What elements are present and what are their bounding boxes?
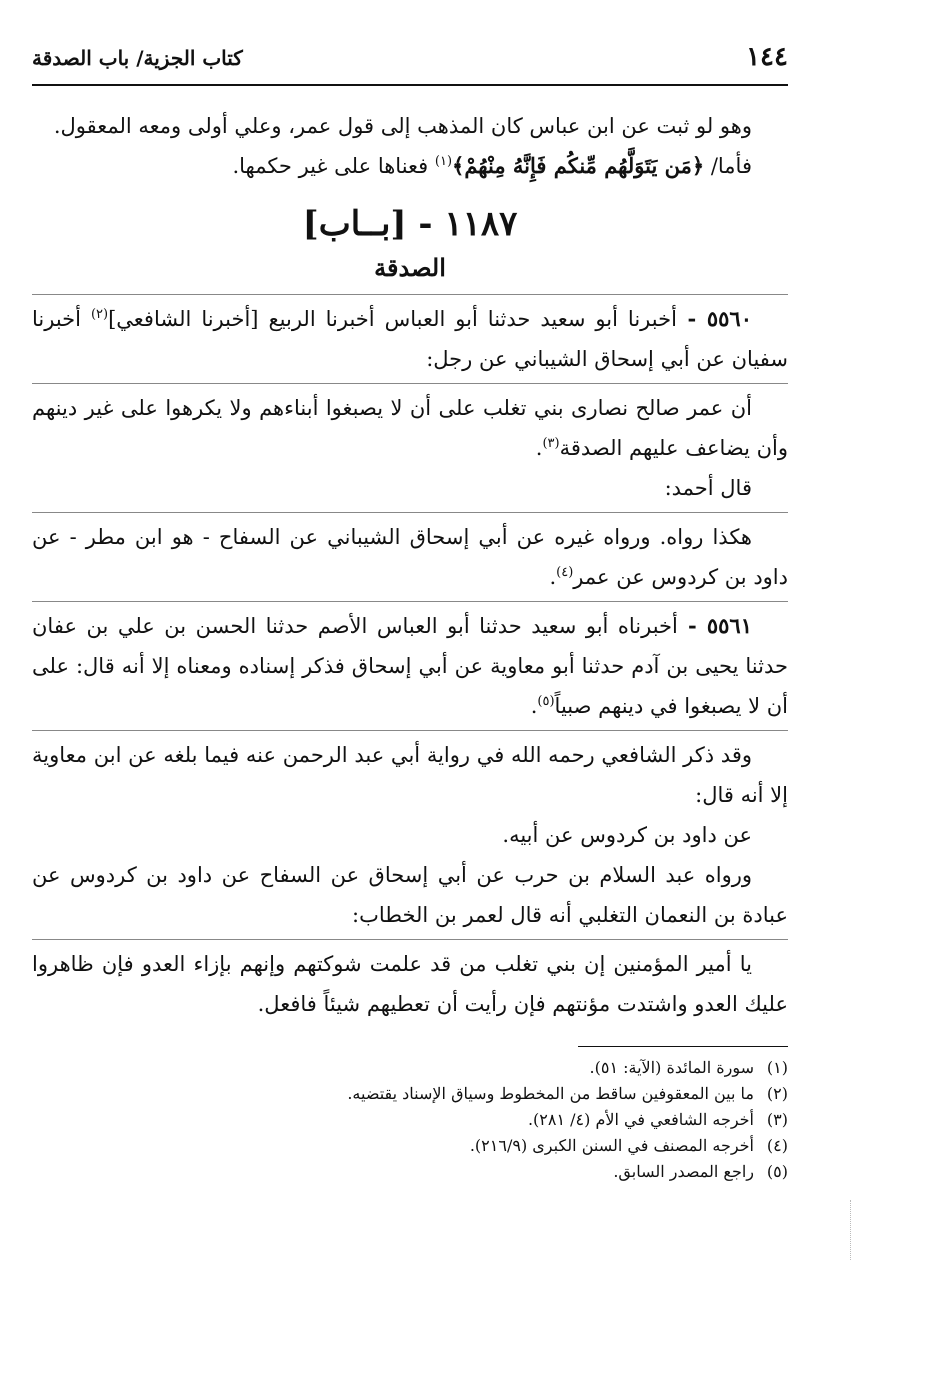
footnote-text: ما بين المعقوفين ساقط من المخطوط وسياق الإسناد يقتضيه. — [347, 1084, 754, 1103]
page-number: ١٤٤ — [746, 42, 788, 72]
quran-prefix: فأما/ — [704, 154, 752, 178]
footnote-text: راجع المصدر السابق. — [613, 1162, 754, 1181]
matn-end: . — [535, 436, 543, 460]
footnotes — [32, 1046, 788, 1185]
divider — [32, 512, 788, 513]
intro-paragraph: وهو لو ثبت عن ابن عباس كان المذهب إلى قول عمر، وعلي أولى ومعه المعقول. — [53, 114, 752, 138]
footnote-text: أخرجه الشافعي في الأم (٤/ ٢٨١). — [527, 1110, 754, 1129]
footnote-text: أخرجه المصنف في السنن الكبرى (٢١٦/٩). — [469, 1136, 754, 1155]
footnote-ref-2: (٢) — [90, 307, 109, 322]
running-title: كتاب الجزية/ باب الصدقة — [32, 46, 243, 70]
footnote-number: (١) — [766, 1058, 788, 1077]
hadith-5560-isnad — [32, 299, 788, 379]
shafii-paragraph: وقد ذكر الشافعي رحمه الله في رواية أبي عبد الرحمن عنه فيما بلغه عن ابن معاوية إلا أنه قال: — [32, 743, 788, 807]
footnote-item — [32, 1159, 788, 1185]
divider — [32, 939, 788, 940]
scan-margin-mark — [850, 1200, 863, 1260]
footnote-item — [32, 1055, 788, 1081]
footnote-ref-5: (٥) — [537, 694, 555, 709]
footnote-text: سورة المائدة (الآية: ٥١). — [589, 1058, 754, 1077]
footnote-number: (٥) — [766, 1162, 788, 1181]
divider — [32, 601, 788, 602]
quran-paragraph — [32, 146, 788, 186]
divider — [32, 294, 788, 295]
footnote-rule — [578, 1046, 788, 1047]
quran-suffix: فعناها على غير حكمها. — [232, 154, 435, 178]
body-text — [32, 106, 788, 1024]
amir-paragraph: يا أمير المؤمنين إن بني تغلب من قد علمت شوكتهم وإنهم بإزاء العدو فإن ظاهروا عليك العدو واشتدت مؤنتهم فإن رأيت أن تعطيهم شيئاً فافعل. — [32, 952, 788, 1016]
divider — [32, 730, 788, 731]
divider — [32, 383, 788, 384]
isnad-text-cont: أخبرنا سفيان عن أبي إسحاق الشيباني عن رجل: — [32, 307, 788, 371]
chapter-title: الصدقة — [374, 253, 446, 282]
hadith-5561 — [32, 606, 788, 726]
quran-verse: ﴿مَن يَتَوَلَّهُم مِّنكُم فَإِنَّهُ مِنْهُمْ﴾ — [452, 153, 705, 178]
hadith-5560-matn — [32, 388, 788, 468]
hakadha-text: هكذا رواه. ورواه غيره عن أبي إسحاق الشيباني عن السفاح - هو ابن مطر - عن داود بن كردوس عن عمر — [32, 525, 788, 589]
page-header — [32, 36, 788, 86]
footnote-ref-1: (١) — [434, 154, 453, 169]
footnote-number: (٤) — [766, 1136, 788, 1155]
hakadha-paragraph — [32, 517, 788, 597]
book-page — [32, 36, 788, 1185]
footnote-number: (٢) — [766, 1084, 788, 1103]
hadith-end: . — [530, 694, 538, 718]
footnote-item — [32, 1133, 788, 1159]
abdussalam-paragraph: ورواه عبد السلام بن حرب عن أبي إسحاق عن السفاح عن داود بن كردوس عن عبادة بن النعمان التغلبي أنه قال لعمر بن الخطاب: — [32, 863, 788, 927]
isnad-text: أخبرنا أبو سعيد حدثنا أبو العباس أخبرنا الربيع [أخبرنا الشافعي] — [108, 307, 677, 331]
matn-text: أن عمر صالح نصارى بني تغلب على أن لا يصبغوا أبناءهم ولا يكرهوا على غير دينهم وأن يضاعف عليهم الصدقة — [32, 396, 788, 460]
chapter-number: ١١٨٧ - [بــاب] — [302, 204, 518, 244]
hakadha-end: . — [549, 565, 557, 589]
footnote-number: (٣) — [766, 1110, 788, 1129]
hadith-text: أخبرناه أبو سعيد حدثنا أبو العباس الأصم حدثنا الحسن بن علي بن عفان حدثنا يحيى بن آدم حدثنا أبو معاوية عن أبي إسحاق فذكر إسناده ومعناه إلا أنه قال: على أن لا يصبغوا في دينهم صبياً — [32, 614, 788, 718]
dawud-paragraph: عن داود بن كردوس عن أبيه. — [502, 823, 752, 847]
footnote-item — [32, 1081, 788, 1107]
footnote-item — [32, 1107, 788, 1133]
footnote-list — [32, 1055, 788, 1185]
hadith-number: ٥٥٦٠ - — [676, 306, 752, 331]
hadith-number: ٥٥٦١ - — [677, 613, 752, 638]
footnote-ref-3: (٣) — [542, 436, 560, 451]
qala-ahmad: قال أحمد: — [664, 476, 752, 500]
footnote-ref-4: (٤) — [556, 565, 574, 580]
